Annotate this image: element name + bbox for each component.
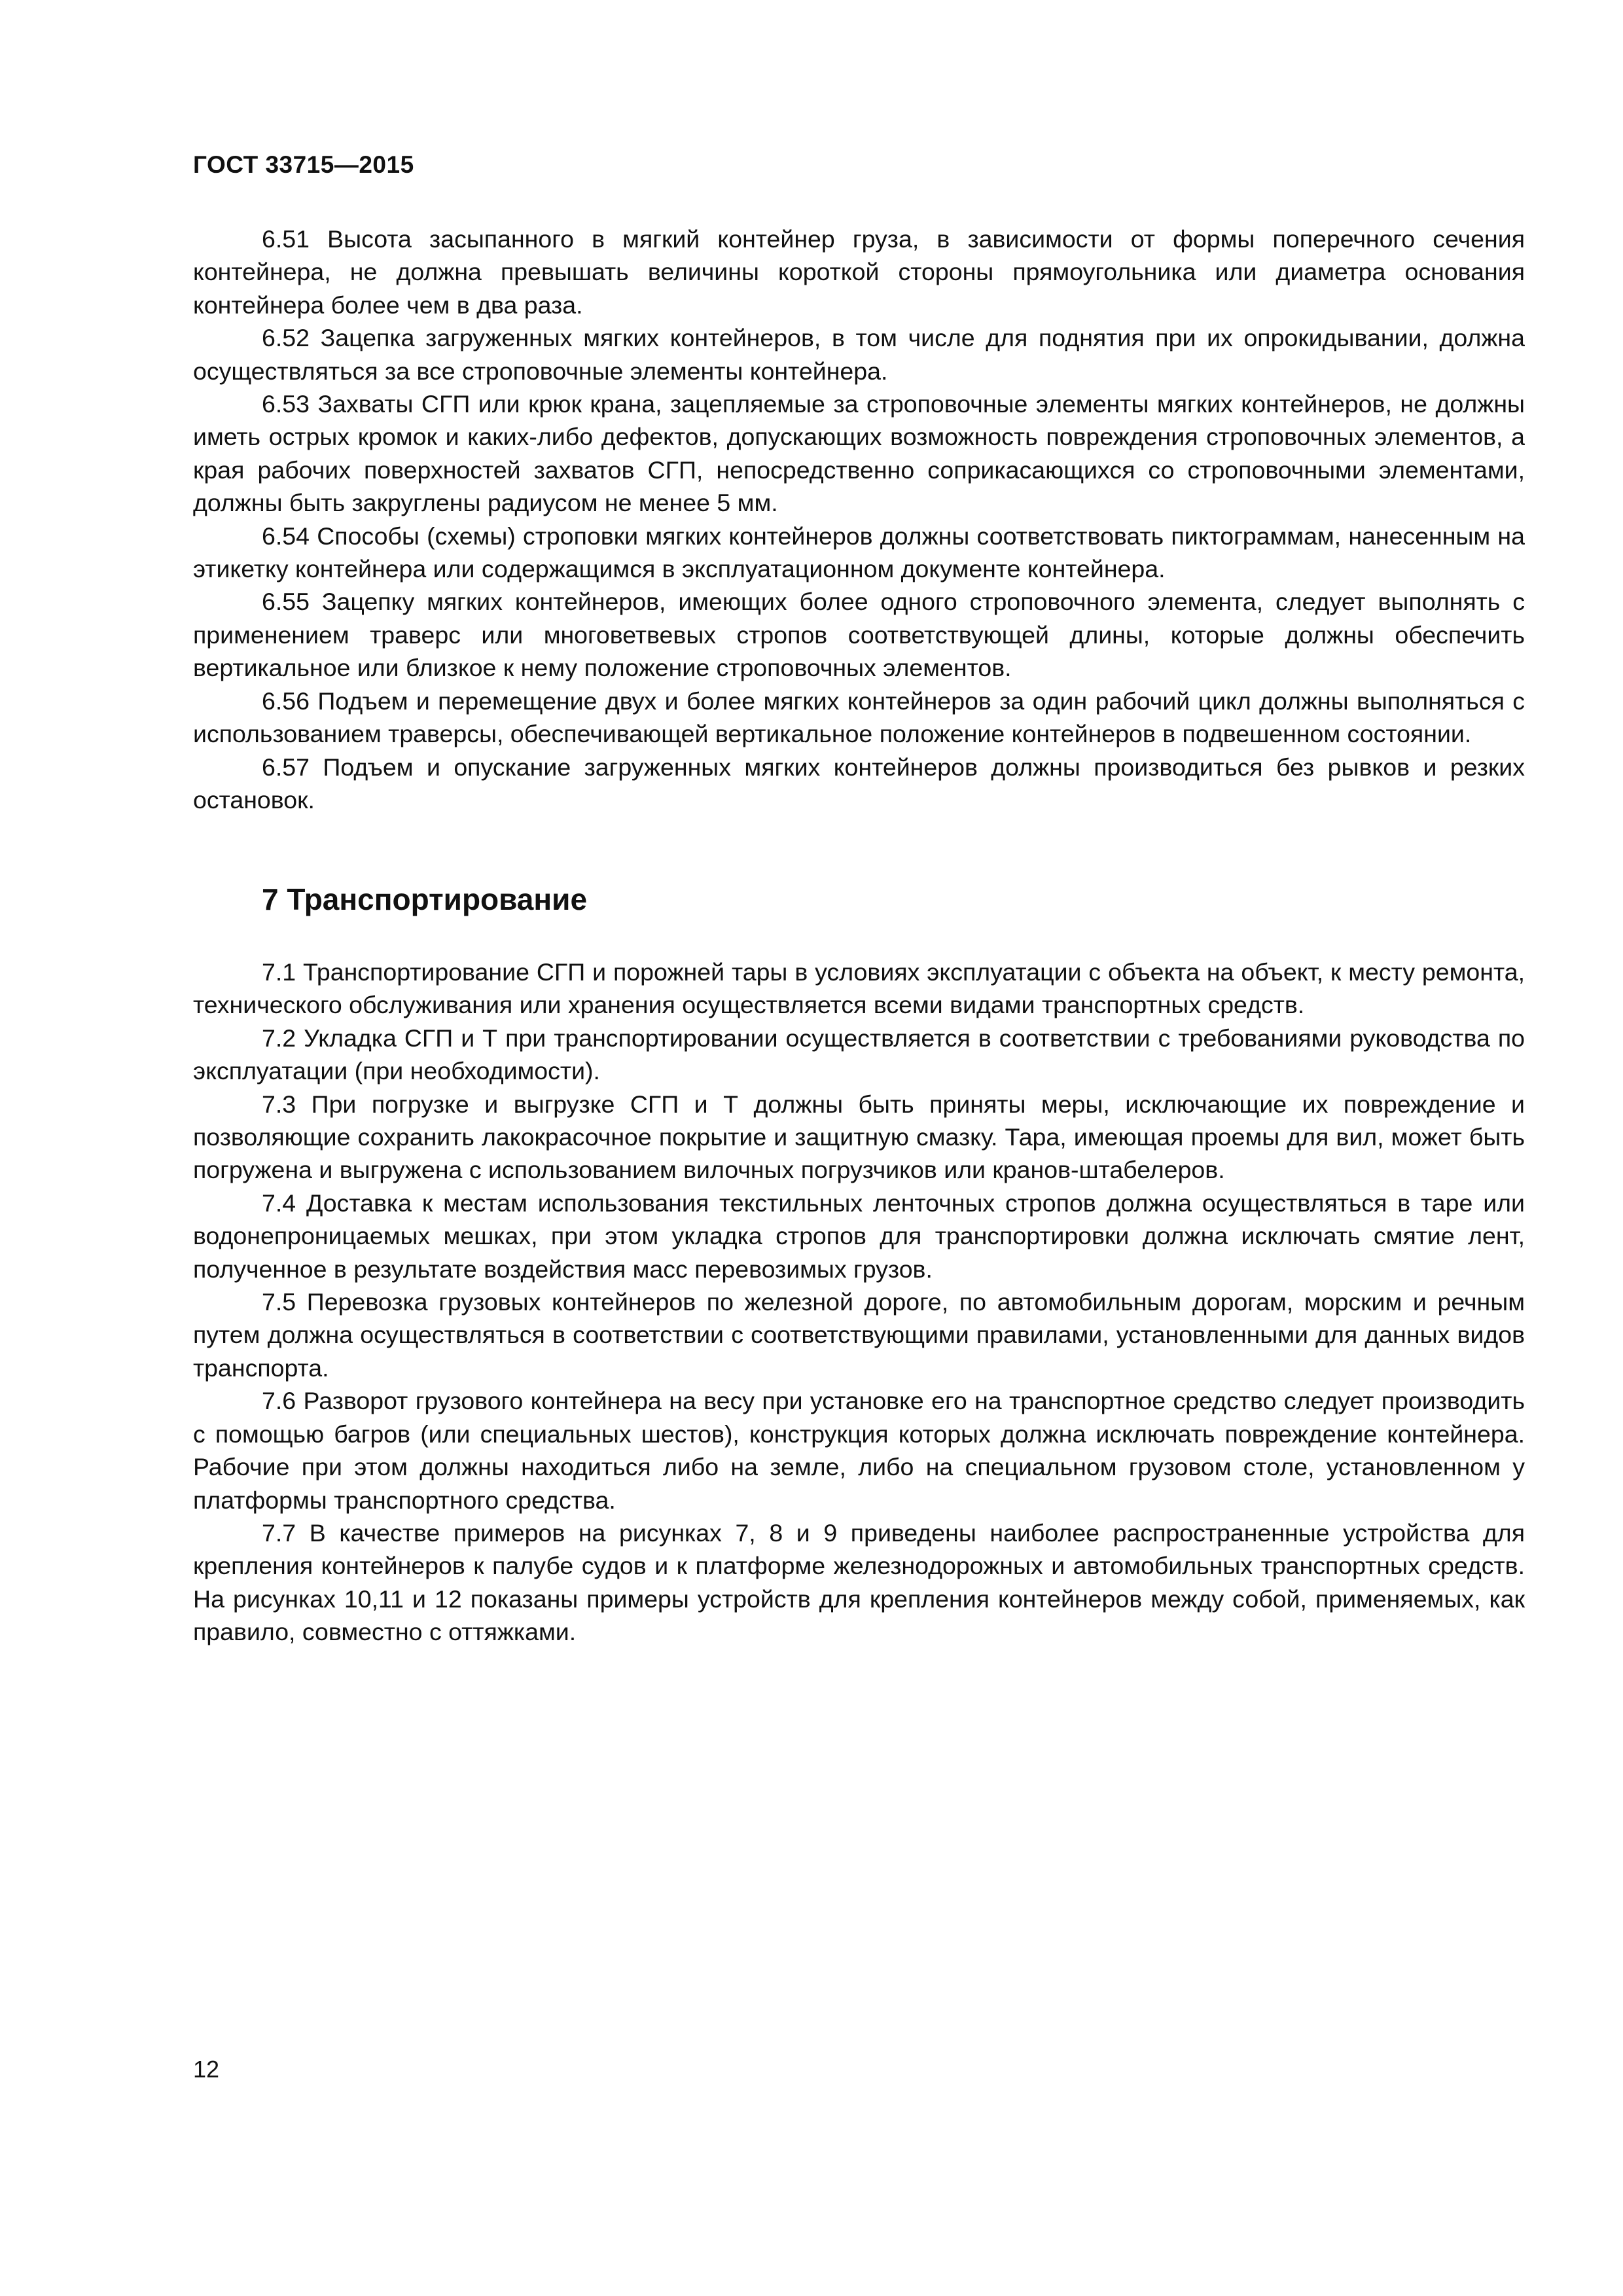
paragraph-6-56: 6.56 Подъем и перемещение двух и более мягких контейнеров за один рабочий цикл должны выполняться с использованием траверсы, обеспечивающей вертикальное положение контейнеров в подвешенном состоянии. [193, 687, 1525, 748]
page-number: 12 [193, 2056, 220, 2083]
paragraph-7-4: 7.4 Доставка к местам использования текстильных ленточных стропов должна осуществляться в таре или водонепроницаемых мешках, при этом укладка стропов для транспортировки должна исключать смятие лент, полученное в результате воздействия масс перевозимых грузов. [193, 1189, 1525, 1283]
paragraph-6-52: 6.52 Зацепка загруженных мягких контейнеров, в том числе для поднятия при их опрокидывании, должна осуществляться за все строповочные элементы контейнера. [193, 324, 1525, 385]
paragraph-7-1: 7.1 Транспортирование СГП и порожней тары в условиях эксплуатации с объекта на объект, к месту ремонта, технического обслуживания или хранения осуществляется всеми видами транспортных средств. [193, 958, 1525, 1019]
paragraph-7-3: 7.3 При погрузке и выгрузке СГП и Т должны быть приняты меры, исключающие их повреждение и позволяющие сохранить лакокрасочное покрытие и защитную смазку. Тара, имеющая проемы для вил, может быть погружена и выгружена с использованием вилочных погрузчиков или кранов-штабелеров. [193, 1090, 1525, 1184]
paragraph-6-57: 6.57 Подъем и опускание загруженных мягких контейнеров должны производиться без рывков и резких остановок. [193, 753, 1525, 814]
section-6-text [193, 223, 1525, 816]
paragraph-6-54: 6.54 Способы (схемы) строповки мягких контейнеров должны соответствовать пиктограммам, нанесенным на этикетку контейнера или содержащимся в эксплуатационном документе контейнера. [193, 522, 1525, 583]
paragraph-7-6: 7.6 Разворот грузового контейнера на весу при установке его на транспортное средство следует производить с помощью багров (или специальных шестов), конструкция которых должна исключать повреждение контейнера. Рабочие при этом должны находиться либо на земле, либо на специальном грузовом столе, установленном у платформы транспортного средства. [193, 1387, 1525, 1514]
paragraph-7-5: 7.5 Перевозка грузовых контейнеров по железной дороге, по автомобильным дорогам, морским и речным путем должна осуществляться в соответствии с соответствующими правилами, установленными для данных видов транспорта. [193, 1288, 1525, 1382]
section-7-heading: 7 Транспортирование [262, 882, 588, 916]
paragraph-7-2: 7.2 Укладка СГП и Т при транспортировании осуществляется в соответствии с требованиями руководства по эксплуатации (при необходимости). [193, 1024, 1525, 1085]
document-code: ГОСТ 33715—2015 [193, 151, 414, 178]
paragraph-7-7: 7.7 В качестве примеров на рисунках 7, 8 и 9 приведены наиболее распространенные устройства для крепления контейнеров к палубе судов и к платформе железнодорожных и автомобильных транспортных средств. На рисунках 10,11 и 12 показаны примеры устройств для крепления контейнеров между собой, применяемых, как правило, совместно с оттяжками. [193, 1518, 1525, 1646]
paragraph-6-53: 6.53 Захваты СГП или крюк крана, зацепляемые за строповочные элементы мягких контейнеров, не должны иметь острых кромок и каких-либо дефектов, допускающих возможность повреждения строповочных элементов, а края рабочих поверхностей захватов СГП, непосредственно соприкасающихся со строповочными элементами, должны быть закруглены радиусом не менее 5 мм. [193, 390, 1525, 517]
paragraph-6-51: 6.51 Высота засыпанного в мягкий контейнер груза, в зависимости от формы поперечного сечения контейнера, не должна превышать величины короткой стороны прямоугольника или диаметра основания контейнера более чем в два раза. [193, 225, 1525, 319]
paragraph-6-55: 6.55 Зацепку мягких контейнеров, имеющих более одного строповочного элемента, следует выполнять с применением траверс или многоветвевых стропов соответствующей длины, которые должны обеспечить вертикальное или близкое к нему положение строповочных элементов. [193, 588, 1525, 682]
section-7-text [193, 956, 1525, 1649]
